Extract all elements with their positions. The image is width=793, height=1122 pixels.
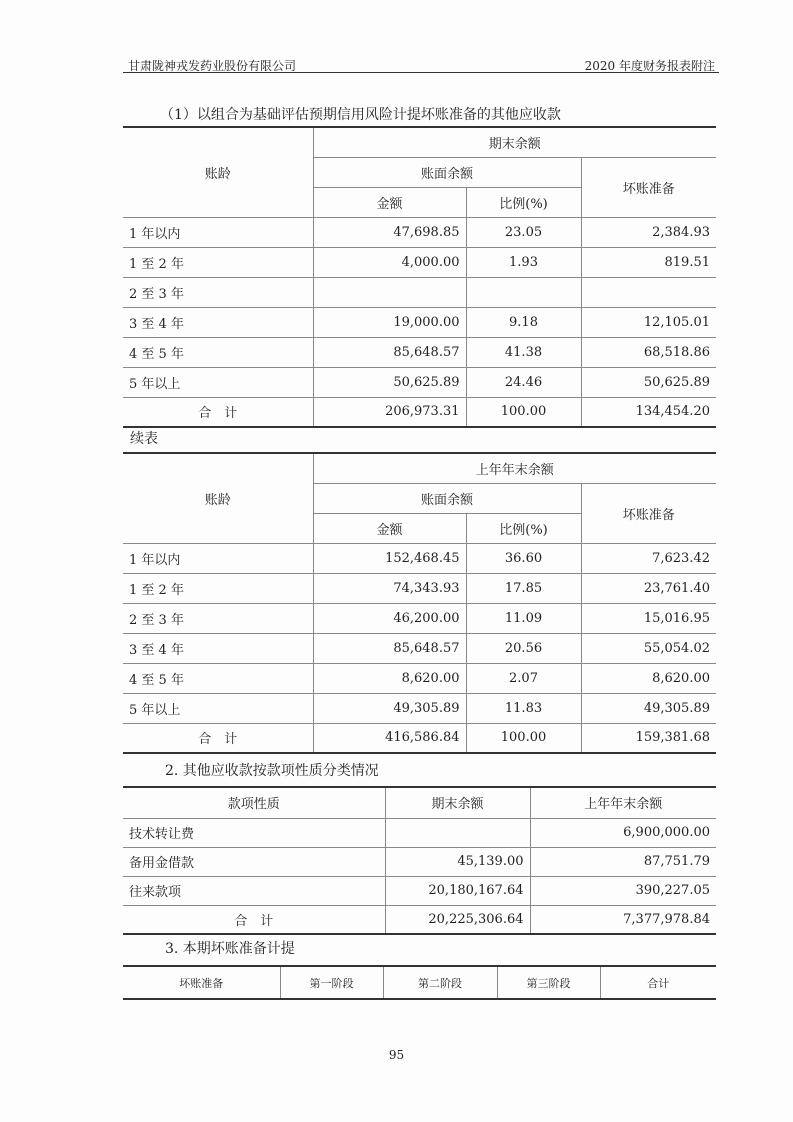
col-header-group: 上年年末余额: [313, 453, 716, 483]
ratio-cell: 36.60: [466, 543, 581, 573]
age-cell: 4 至 5 年: [123, 337, 313, 367]
age-cell: 1 年以内: [123, 217, 313, 247]
total-row: [123, 397, 716, 427]
col-header-ratio: 比例(%): [466, 187, 581, 217]
amount-cell: 152,468.45: [313, 543, 466, 573]
provision-cell: 49,305.89: [581, 693, 716, 723]
nature-cell: 备用金借款: [123, 847, 385, 876]
section2-title: 2. 其他应收款按款项性质分类情况: [165, 763, 379, 779]
col-header-book: 账面余额: [313, 483, 581, 513]
amount-cell: 416,586.84: [313, 723, 466, 753]
ratio-cell: 9.18: [466, 307, 581, 337]
age-cell: 5 年以上: [123, 367, 313, 397]
prior-cell: 6,900,000.00: [530, 818, 716, 847]
nature-cell: 往来款项: [123, 876, 385, 905]
total-row: [123, 905, 716, 934]
ratio-cell: 2.07: [466, 663, 581, 693]
provision-cell: 12,105.01: [581, 307, 716, 337]
provision-cell: 23,761.40: [581, 573, 716, 603]
table-row: [123, 876, 716, 905]
nature-cell: 合 计: [123, 905, 385, 934]
amount-cell: [313, 277, 466, 307]
col-header-age: 账龄: [123, 453, 313, 543]
ratio-cell: 24.46: [466, 367, 581, 397]
company-name: 甘肃陇神戎发药业股份有限公司: [128, 59, 297, 73]
table-row: [123, 543, 716, 573]
age-cell: 合 计: [123, 723, 313, 753]
ratio-cell: 11.83: [466, 693, 581, 723]
col-header: 坏账准备: [123, 966, 280, 999]
provision-cell: 2,384.93: [581, 217, 716, 247]
age-cell: 3 至 4 年: [123, 307, 313, 337]
age-cell: 合 计: [123, 397, 313, 427]
col-header-age: 账龄: [123, 127, 313, 217]
amount-cell: 46,200.00: [313, 603, 466, 633]
prior-cell: 7,377,978.84: [530, 905, 716, 934]
age-cell: 4 至 5 年: [123, 663, 313, 693]
aging-table-prior: [123, 452, 716, 754]
aging-table-current: [123, 126, 716, 428]
report-title: 2020 年度财务报表附注: [584, 59, 715, 73]
header-divider: [123, 72, 719, 73]
amount-cell: 74,343.93: [313, 573, 466, 603]
col-header: 上年年末余额: [530, 787, 716, 818]
ratio-cell: [466, 277, 581, 307]
section1-title: （1）以组合为基础评估预期信用风险计提坏账准备的其他应收款: [160, 107, 561, 123]
amount-cell: 85,648.57: [313, 337, 466, 367]
amount-cell: 85,648.57: [313, 633, 466, 663]
provision-cell: 55,054.02: [581, 633, 716, 663]
provision-cell: 7,623.42: [581, 543, 716, 573]
ratio-cell: 1.93: [466, 247, 581, 277]
col-header: 第三阶段: [497, 966, 600, 999]
table-row: [123, 847, 716, 876]
table-row: [123, 217, 716, 247]
col-header: 第一阶段: [280, 966, 383, 999]
page-number: 95: [388, 1048, 405, 1062]
nature-cell: 技术转让费: [123, 818, 385, 847]
provision-cell: 819.51: [581, 247, 716, 277]
current-cell: 20,225,306.64: [385, 905, 530, 934]
continued-label: 续表: [130, 431, 158, 447]
total-row: [123, 723, 716, 753]
col-header-ratio: 比例(%): [466, 513, 581, 543]
age-cell: 1 至 2 年: [123, 247, 313, 277]
table-row: [123, 247, 716, 277]
provision-cell: [581, 277, 716, 307]
col-header: 期末余额: [385, 787, 530, 818]
nature-table: [123, 786, 716, 935]
current-cell: [385, 818, 530, 847]
ratio-cell: 23.05: [466, 217, 581, 247]
col-header-group: 期末余额: [313, 127, 716, 157]
amount-cell: 49,305.89: [313, 693, 466, 723]
provision-cell: 159,381.68: [581, 723, 716, 753]
table-row: [123, 693, 716, 723]
table-row: [123, 277, 716, 307]
col-header: 第二阶段: [383, 966, 497, 999]
age-cell: 1 至 2 年: [123, 573, 313, 603]
table-row: [123, 337, 716, 367]
amount-cell: 8,620.00: [313, 663, 466, 693]
prior-cell: 87,751.79: [530, 847, 716, 876]
ratio-cell: 41.38: [466, 337, 581, 367]
col-header-amount: 金额: [313, 187, 466, 217]
table-row: [123, 818, 716, 847]
age-cell: 5 年以上: [123, 693, 313, 723]
ratio-cell: 20.56: [466, 633, 581, 663]
age-cell: 1 年以内: [123, 543, 313, 573]
provision-cell: 134,454.20: [581, 397, 716, 427]
age-cell: 3 至 4 年: [123, 633, 313, 663]
ratio-cell: 100.00: [466, 397, 581, 427]
age-cell: 2 至 3 年: [123, 277, 313, 307]
ratio-cell: 17.85: [466, 573, 581, 603]
table-row: [123, 367, 716, 397]
provision-cell: 8,620.00: [581, 663, 716, 693]
ratio-cell: 11.09: [466, 603, 581, 633]
col-header-provision: 坏账准备: [581, 157, 716, 217]
col-header-provision: 坏账准备: [581, 483, 716, 543]
table-row: [123, 307, 716, 337]
amount-cell: 206,973.31: [313, 397, 466, 427]
provision-cell: 15,016.95: [581, 603, 716, 633]
ratio-cell: 100.00: [466, 723, 581, 753]
table-row: [123, 573, 716, 603]
current-cell: 45,139.00: [385, 847, 530, 876]
amount-cell: 50,625.89: [313, 367, 466, 397]
table-row: [123, 633, 716, 663]
table-row: [123, 663, 716, 693]
amount-cell: 19,000.00: [313, 307, 466, 337]
col-header-book: 账面余额: [313, 157, 581, 187]
amount-cell: 47,698.85: [313, 217, 466, 247]
col-header: 款项性质: [123, 787, 385, 818]
provision-cell: 68,518.86: [581, 337, 716, 367]
amount-cell: 4,000.00: [313, 247, 466, 277]
col-header-amount: 金额: [313, 513, 466, 543]
table-row: [123, 603, 716, 633]
age-cell: 2 至 3 年: [123, 603, 313, 633]
provision-cell: 50,625.89: [581, 367, 716, 397]
prior-cell: 390,227.05: [530, 876, 716, 905]
provision-table: [123, 965, 716, 1000]
col-header: 合计: [600, 966, 716, 999]
section3-title: 3. 本期坏账准备计提: [165, 941, 295, 957]
current-cell: 20,180,167.64: [385, 876, 530, 905]
